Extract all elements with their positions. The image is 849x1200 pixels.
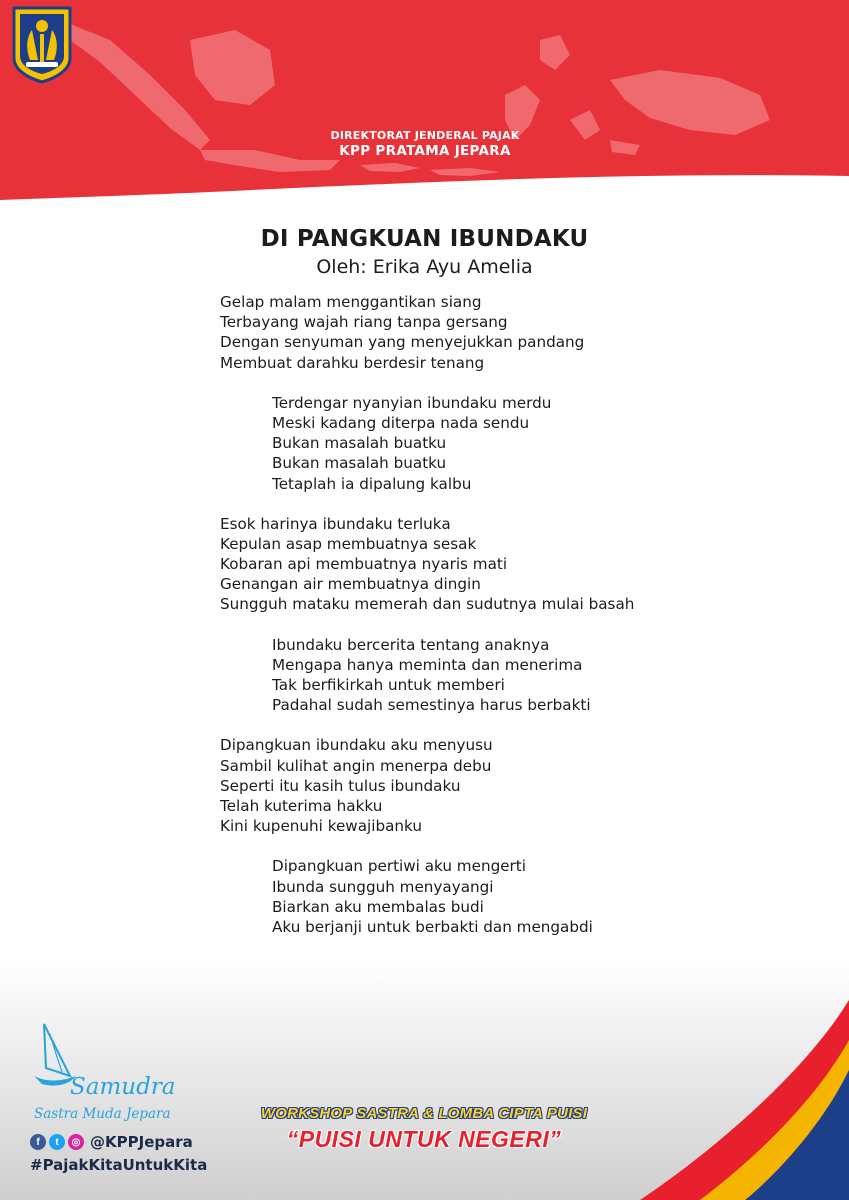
poem-line: Esok harinya ibundaku terluka [220,514,451,533]
poem-title: DI PANGKUAN IBUNDAKU [260,226,589,252]
samudra-brand: Samudra [70,1074,176,1100]
hashtag[interactable]: #PajakKitaUntukKita [30,1156,208,1174]
poem-stanza [220,735,780,836]
samudra-subtitle: Sastra Muda Jepara [34,1106,171,1122]
poem-line: Seperti itu kasih tulus ibundaku [220,776,461,795]
poem-stanza [220,514,780,615]
poem-line: Terdengar nyanyian ibundaku merdu [272,393,552,412]
poem-line: Sungguh mataku memerah dan sudutnya mulai basah [220,595,635,614]
poem-line: Gelap malam menggantikan siang [220,293,482,311]
facebook-icon[interactable]: f [30,1134,46,1150]
poem-line: Biarkan aku membalas budi [272,897,484,916]
poem-line: Terbayang wajah riang tanpa gersang [220,313,508,332]
social-handle[interactable]: @KPPJepara [90,1133,193,1151]
kemenkeu-emblem-icon [0,0,84,84]
poem-line: Dipangkuan pertiwi aku mengerti [272,857,526,876]
poem-line: Kini kupenuhi kewajibanku [220,817,423,836]
poem-body [220,292,780,957]
org-name-line2: KPP PRATAMA JEPARA [339,143,511,159]
org-name-line1: DIREKTORAT JENDERAL PAJAK [330,129,520,142]
social-row [30,1133,193,1151]
poem-line: Telah kuterima hakku [220,796,383,815]
poem-line: Padahal sudah semestinya harus berbakti [272,696,591,715]
instagram-icon[interactable]: ◎ [68,1134,84,1150]
poem-line: Aku berjanji untuk berbakti dan mengabdi [272,917,593,936]
poem-line: Tetaplah ia dipalung kalbu [272,474,472,493]
poem-line: Ibunda sungguh menyayangi [272,877,494,896]
poem-line: Kobaran api membuatnya nyaris mati [220,555,508,574]
poem-line: Meski kadang diterpa nada sendu [272,413,530,432]
workshop-title: WORKSHOP SASTRA & LOMBA CIPTA PUISI [260,1105,588,1122]
poem-line: Bukan masalah buatku [272,454,447,473]
poem-stanza [220,393,780,494]
header-background [0,0,849,215]
poem-line: Tak berfikirkah untuk memberi [272,676,505,694]
poem-line: Membuat darahku berdesir tenang [220,353,485,372]
poem-line: Sambil kulihat angin menerpa debu [220,756,492,775]
poem-line: Genangan air membuatnya dingin [220,575,481,594]
header-banner [0,0,849,215]
poem-line: Bukan masalah buatku [272,434,447,453]
poem-line: Kepulan asap membuatnya sesak [220,534,477,553]
poem-line: Ibundaku bercerita tentang anaknya [272,635,550,654]
poem-line: Dengan senyuman yang menyejukkan pandang [220,333,585,352]
poem-stanza [220,292,780,373]
poem-stanza [220,856,780,937]
poem-line: Mengapa hanya meminta dan menerima [272,655,583,674]
poem-stanza [220,635,780,716]
poem-author: Oleh: Erika Ayu Amelia [316,256,533,278]
poem-line: Dipangkuan ibundaku aku menyusu [220,736,493,755]
event-tagline: “PUISI UNTUK NEGERI” [286,1126,562,1152]
twitter-icon[interactable]: t [49,1134,65,1150]
